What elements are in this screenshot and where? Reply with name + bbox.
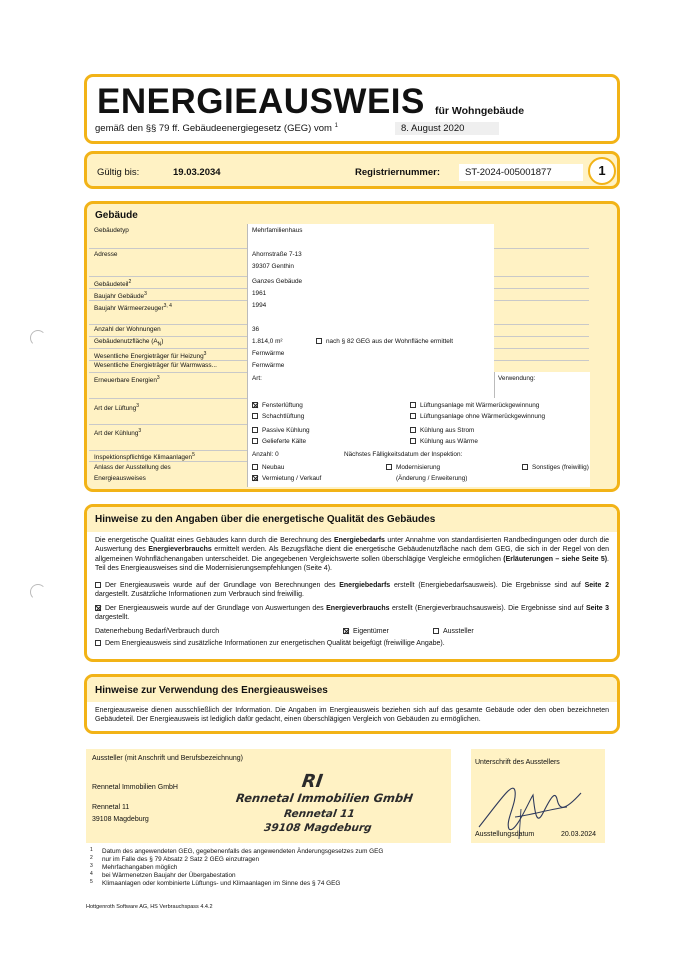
label-occasion-2: Energieausweises	[94, 475, 146, 482]
occasion-new[interactable]: Neubau	[252, 464, 284, 472]
value-cell	[247, 324, 494, 336]
cool-option-passive[interactable]: Passive Kühlung	[252, 427, 310, 435]
stamp-company-name: Rennetal Immobilien GmbH	[235, 791, 414, 805]
value-build-year: 1961	[252, 290, 267, 297]
label-occasion-1: Anlass der Ausstellung des	[94, 464, 171, 471]
vent-window-checkbox[interactable]	[252, 402, 258, 408]
value-cell	[247, 450, 590, 461]
footnote: 2 nur im Falle des § 79 Absatz 2 Satz 2 GEG einzutragen	[90, 855, 260, 863]
notes-usage-title: Hinweise zur Verwendung des Energieausweises	[95, 685, 328, 696]
label-units: Anzahl der Wohnungen	[94, 326, 161, 333]
cool-delivered-checkbox[interactable]	[252, 438, 258, 444]
value-cell	[247, 276, 494, 288]
notes-quality-title: Hinweise zu den Angaben über die energetische Qualität des Gebäudes	[95, 514, 436, 525]
label-cooling: Art der Kühlung$^3$	[94, 428, 142, 438]
occasion-rent-sale[interactable]: Vermietung / Verkauf	[252, 475, 321, 483]
law-date: 8. August 2020	[395, 122, 499, 135]
stamp-city: 39108 Magdeburg	[263, 822, 373, 834]
value-warmwater-carrier: Fernwärme	[252, 362, 285, 369]
label-build-year: Baujahr Gebäude$^3$	[94, 291, 147, 301]
occasion-mod-checkbox[interactable]	[386, 464, 392, 470]
data-collection-label: Datenerhebung Bedarf/Verbrauch durch	[95, 628, 220, 635]
notes-quality-paragraph: Die energetische Qualität eines Gebäudes kann durch die Berechnung des Energiebedarfs unter Annahme von standardisierten Randbedingungen oder durch die Auswertung des Energieverbrauchs ermittelt werden. Als Bezugsfläche dient die energetische Gebäudenutzfläche nach dem GEG, die sich in der Regel von den allgemeinen Wohnflächenangaben unterscheidet. Die angegebenen Vergleichswerte sollen überschlägige Vergleiche ermöglichen (Erläuterungen – siehe Seite 5). Teil des Energieausweises sind die Modernisierungsempfehlungen (Seite 4).	[95, 537, 609, 572]
notes-usage-box	[84, 674, 620, 734]
label-ventilation: Art der Lüftung$^3$	[94, 403, 140, 413]
header-box	[84, 74, 620, 144]
cool-heat-checkbox[interactable]	[410, 438, 416, 444]
vent-no-recovery-checkbox[interactable]	[410, 413, 416, 419]
registration-label: Registriernummer:	[355, 167, 440, 178]
label-address: Adresse	[94, 251, 118, 258]
value-cell	[247, 360, 494, 372]
label-building-type: Gebäudetyp	[94, 227, 129, 234]
demand-certificate-checkbox[interactable]	[95, 582, 101, 588]
label-heating-carrier: Wesentliche Energieträger für Heizung$^3$	[94, 351, 207, 361]
label-inspection: Inspektionspflichtige Klimaanlagen$^5$	[94, 452, 195, 462]
row-cooling	[89, 424, 589, 451]
signature-label: Unterschrift des Ausstellers	[475, 759, 560, 766]
footnote: 1 Datum des angewendeten GEG, gegebenenfalls des angewendeten Änderungsgesetzes zum GEG	[90, 847, 384, 855]
value-address-line1: Ahornstraße 7-13	[252, 251, 302, 258]
label-renewables: Erneuerbare Energien$^3$	[94, 375, 160, 385]
owner-checkbox[interactable]	[343, 628, 349, 634]
area-note-option[interactable]	[316, 338, 453, 346]
additional-info-checkbox[interactable]	[95, 640, 101, 646]
value-units: 36	[252, 326, 260, 333]
vent-shaft-checkbox[interactable]	[252, 413, 258, 419]
signature-box	[471, 749, 605, 843]
occasion-rent-checkbox[interactable]	[252, 475, 258, 481]
inspection-next-date: Nächstes Fälligkeitsdatum der Inspektion:	[344, 451, 463, 458]
value-cell	[247, 398, 590, 424]
value-cell	[247, 336, 494, 348]
cool-option-delivered[interactable]: Gelieferte Kälte	[252, 438, 306, 446]
renewable-use-label: Verwendung:	[498, 375, 536, 382]
data-collection-owner[interactable]: Eigentümer	[343, 627, 389, 636]
value-cell	[247, 300, 494, 324]
row-occasion	[89, 461, 589, 487]
label-heater-year: Baujahr Wärmeerzeuger$^{3, 4}$	[94, 303, 172, 313]
occasion-new-checkbox[interactable]	[252, 464, 258, 470]
value-heating-carrier: Fernwärme	[252, 350, 285, 357]
cool-option-electric[interactable]: Kühlung aus Strom	[410, 427, 474, 435]
value-cell	[247, 288, 494, 300]
date-label: Ausstellungsdatum	[475, 831, 535, 838]
row-ventilation	[89, 398, 589, 425]
row-address	[89, 248, 589, 277]
value-area: 1.814,0 m²	[252, 338, 283, 345]
issuer-box	[86, 749, 451, 843]
area-note-checkbox[interactable]	[316, 338, 322, 344]
law-footnote-mark: 1	[334, 123, 338, 129]
software-credit: Hottgenroth Software AG, HS Verbrauchspass 4.4.2	[86, 904, 213, 910]
option-additional-info[interactable]: Dem Energieausweis sind zusätzliche Informationen zur energetischen Qualität beigefügt (freiwillige Angabe).	[95, 639, 609, 648]
value-building-part: Ganzes Gebäude	[252, 278, 303, 285]
value-cell	[247, 248, 494, 276]
issuer-city: 39108 Magdeburg	[92, 816, 149, 823]
stamp-street: Rennetal 11	[283, 808, 356, 820]
punch-mark-bottom	[30, 584, 46, 600]
issuer-name: Rennetal Immobilien GmbH	[92, 784, 178, 791]
issuer-street: Rennetal 11	[92, 804, 130, 811]
cool-electric-checkbox[interactable]	[410, 427, 416, 433]
footnotes	[90, 848, 490, 888]
inspection-count: Anzahl: 0	[252, 451, 279, 458]
value-cell	[247, 461, 590, 487]
law-line	[95, 123, 338, 134]
company-stamp	[236, 771, 416, 841]
vent-option-window[interactable]: Fensterlüftung	[252, 402, 303, 410]
value-cell	[247, 372, 590, 398]
signature-stroke	[479, 788, 581, 829]
notes-quality-box	[84, 504, 620, 662]
vent-option-recovery[interactable]: Lüftungsanlage mit Wärmerückgewinnung	[410, 402, 539, 410]
data-collection-issuer[interactable]: Aussteller	[433, 627, 474, 636]
value-heater-year: 1994	[252, 302, 267, 309]
issuer-label: Aussteller (mit Anschrift und Berufsbezeichnung)	[92, 755, 243, 762]
punch-mark-top	[30, 330, 46, 346]
date-value: 20.03.2024	[561, 831, 597, 838]
notes-usage-text: Energieausweise dienen ausschließlich der Information. Die Angaben im Energieausweis beziehen sich auf das gesamte Gebäude oder den oben bezeichneten Gebäudeteil. Der Energieausweis ist lediglich dafür gedacht, einen überschlägigen Vergleich von Gebäuden zu ermöglichen.	[95, 707, 609, 724]
occasion-modernization[interactable]: Modernisierung	[386, 464, 440, 472]
cool-passive-checkbox[interactable]	[252, 427, 258, 433]
validity-box	[84, 151, 620, 189]
option-consumption-certificate[interactable]: Der Energieausweis wurde auf der Grundlage von Auswertungen des Energieverbrauchs erstellt (Energieverbrauchsausweis). Die Ergebnisse sind auf Seite 3 dargestellt.	[95, 605, 609, 622]
value-building-type: Mehrfamilienhaus	[252, 227, 303, 234]
value-cell	[247, 224, 494, 248]
registration-number: ST-2024-005001877	[459, 164, 583, 181]
stamp-logo: RI	[300, 771, 325, 792]
footnote: 5 Klimaanlagen oder kombinierte Lüftungs- und Klimaanlagen im Sinne des § 74 GEG	[90, 879, 341, 887]
vent-option-no-recovery[interactable]: Lüftungsanlage ohne Wärmerückgewinnung	[410, 413, 545, 421]
option-demand-certificate[interactable]: Der Energieausweis wurde auf der Grundlage von Berechnungen des Energiebedarfs erstellt (Energiebedarfsausweis). Die Ergebnisse sind auf Seite 2 dargestellt. Zusätzliche Informationen zum Verbrauch sind freiwillig.	[95, 582, 609, 599]
vent-option-shaft[interactable]: Schachtlüftung	[252, 413, 304, 421]
value-address-line2: 39307 Genthin	[252, 263, 294, 270]
area-note-text: nach § 82 GEG aus der Wohnfläche ermittelt	[326, 338, 454, 345]
label-area: Gebäudenutzfläche $(A_N)$	[94, 338, 164, 348]
document-title: ENERGIEAUSWEIS	[97, 82, 425, 121]
page-number: 1	[588, 157, 616, 185]
footnote: 4 bei Wärmenetzen Baujahr der Übergabestation	[90, 871, 236, 879]
footnote: 3 Mehrfachangaben möglich	[90, 863, 178, 871]
renewable-type-label: Art:	[252, 375, 262, 382]
valid-date: 19.03.2034	[173, 167, 221, 178]
occasion-other[interactable]: Sonstiges (freiwillig)	[522, 464, 589, 472]
issuer-checkbox[interactable]	[433, 628, 439, 634]
vent-recovery-checkbox[interactable]	[410, 402, 416, 408]
valid-label: Gültig bis:	[97, 167, 140, 178]
cool-option-heat[interactable]: Kühlung aus Wärme	[410, 438, 478, 446]
row-building-type	[89, 224, 589, 249]
label-warmwater-carrier: Wesentliche Energieträger für Warmwass...	[94, 362, 217, 369]
consumption-certificate-checkbox[interactable]	[95, 605, 101, 611]
value-cell	[247, 424, 590, 450]
row-heater-year	[89, 300, 589, 325]
building-section-title: Gebäude	[95, 210, 138, 221]
document-subtitle: für Wohngebäude	[435, 105, 525, 117]
law-text: gemäß den §§ 79 ff. Gebäudeenergiegesetz (GEG) vom	[95, 123, 332, 135]
label-building-part: Gebäudeteil$^2$	[94, 279, 132, 289]
row-renewables	[89, 372, 589, 399]
value-cell	[247, 348, 494, 360]
renewable-divider	[494, 372, 495, 398]
occasion-modernization-sub: (Änderung / Erweiterung)	[396, 475, 468, 482]
occasion-other-checkbox[interactable]	[522, 464, 528, 470]
